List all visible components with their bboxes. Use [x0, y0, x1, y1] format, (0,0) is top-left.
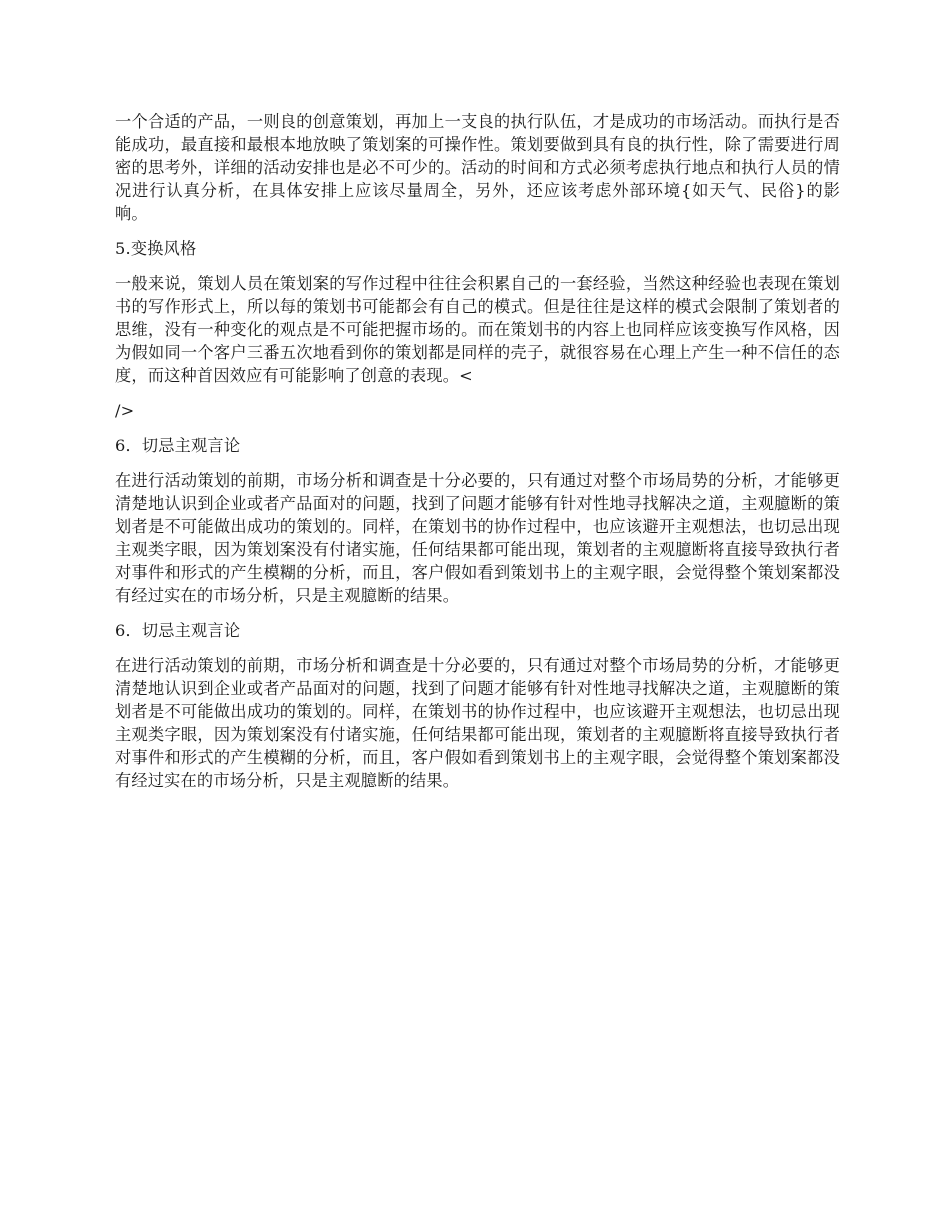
paragraph-execution: 一个合适的产品，一则良的创意策划，再加上一支良的执行队伍，才是成功的市场活动。而执行是否能成功，最直接和最根本地放映了策划案的可操作性。策划要做到具有良的执行性，除了需要进行周密的思考外，详细的活动安排也是必不可少的。活动的时间和方式必须考虑执行地点和执行人员的情况进行认真分析，在具体安排上应该尽量周全，另外，还应该考虑外部环境{如天气、民俗}的影响。: [115, 112, 840, 223]
paragraph-change-style: 一般来说，策划人员在策划案的写作过程中往往会积累自己的一套经验，当然这种经验也表现在策划书的写作形式上，所以每的策划书可能都会有自己的模式。但是往往是这样的模式会限制了策划者的思维，没有一种变化的观点是不可能把握市场的。而在策划书的内容上也同样应该变换写作风格，因为假如同一个客户三番五次地看到你的策划都是同样的壳子，就很容易在心理上产生一种不信任的态度，而这种首因效应有可能影响了创意的表现。<: [115, 274, 840, 385]
section-heading-avoid-subjective-repeat: 6．切忌主观言论: [115, 621, 241, 640]
section-heading-avoid-subjective: 6．切忌主观言论: [115, 436, 241, 455]
paragraph-avoid-subjective-repeat: 在进行活动策划的前期，市场分析和调查是十分必要的，只有通过对整个市场局势的分析，才能够更清楚地认识到企业或者产品面对的问题，找到了问题才能够有针对性地寻找解决之道，主观臆断的策划者是不可能做出成功的策划的。同样，在策划书的协作过程中，也应该避开主观想法，也切忌出现主观类字眼，因为策划案没有付诸实施，任何结果都可能出现，策划者的主观臆断将直接导致执行者对事件和形式的产生模糊的分析，而且，客户假如看到策划书上的主观字眼，会觉得整个策划案都没有经过实在的市场分析，只是主观臆断的结果。: [115, 656, 840, 790]
section-heading-change-style: 5.变换风格: [115, 239, 197, 258]
document-body: [115, 110, 840, 804]
paragraph-avoid-subjective: 在进行活动策划的前期，市场分析和调查是十分必要的，只有通过对整个市场局势的分析，才能够更清楚地认识到企业或者产品面对的问题，找到了问题才能够有针对性地寻找解决之道，主观臆断的策划者是不可能做出成功的策划的。同样，在策划书的协作过程中，也应该避开主观想法，也切忌出现主观类字眼，因为策划案没有付诸实施，任何结果都可能出现，策划者的主观臆断将直接导致执行者对事件和形式的产生模糊的分析，而且，客户假如看到策划书上的主观字眼，会觉得整个策划案都没有经过实在的市场分析，只是主观臆断的结果。: [115, 471, 840, 605]
paragraph-stray-tag: />: [115, 401, 135, 420]
